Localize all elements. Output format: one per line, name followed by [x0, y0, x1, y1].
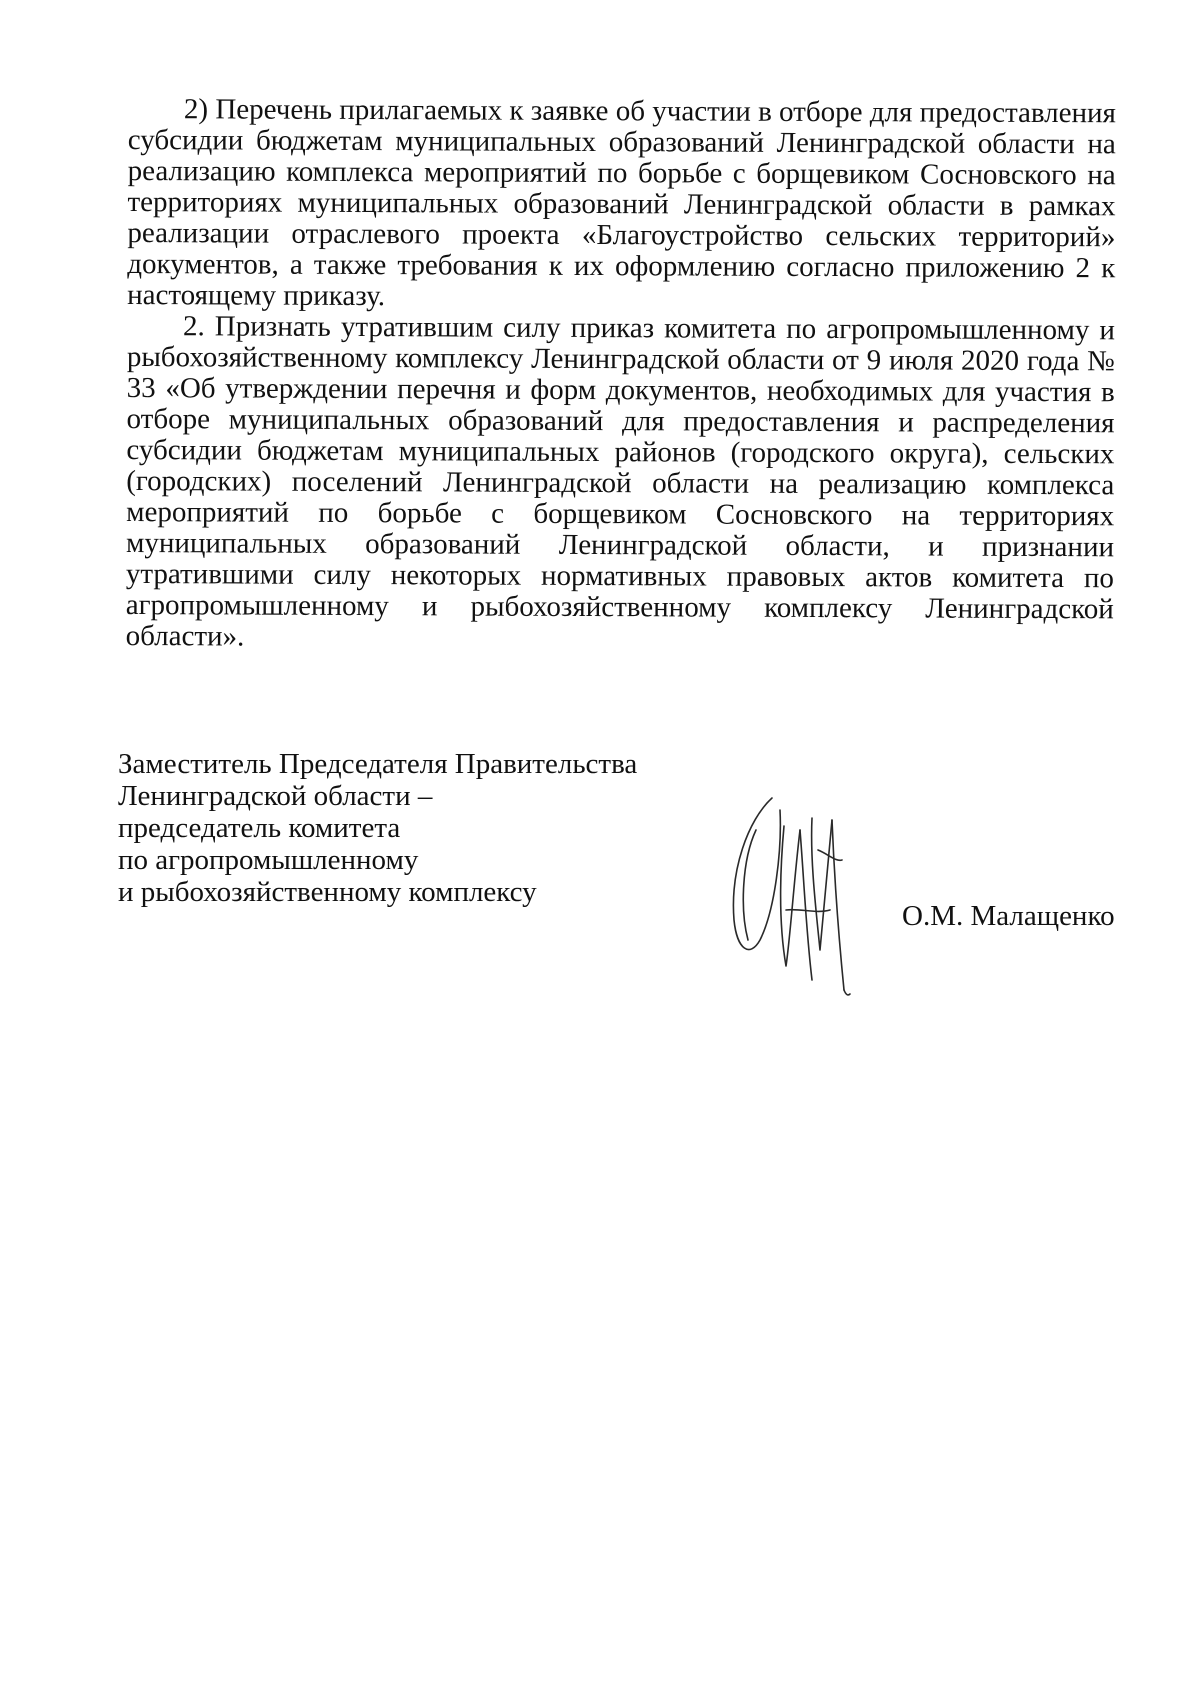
- signer-title-line: Ленинградской области –: [118, 780, 433, 812]
- signer-title-line: Заместитель Председателя Правительства: [118, 748, 638, 780]
- signer-title-line: по агропромышленному: [118, 844, 419, 876]
- signer-name: О.М. Малащенко: [902, 900, 1115, 932]
- signer-title-line: и рыбохозяйственному комплексу: [118, 876, 537, 908]
- paragraph-item-2-list: 2) Перечень прилагаемых к заявке об участии в отборе для предоставления субсидии бюджетам муниципальных образований Ленинградской области на реализацию комплекса мероприятий по борьбе с борщевиком Сосновского на территориях муниципальных образований Ленинградской области в рамках реализации отраслевого проекта «Благоустройство сельских территорий» документов, а также требования к их оформлению согласно приложению 2 к настоящему приказу.: [127, 93, 1116, 313]
- document-body: [126, 94, 1116, 656]
- signer-title-block: [118, 748, 678, 908]
- paragraph-repeal-order: 2. Признать утратившим силу приказ комитета по агропромышленному и рыбохозяйственному комплексу Ленинградской области от 9 июля 2020 года № 33 «Об утверждении перечня и форм документов, необходимых для участия в отборе муниципальных образований для предоставления и распределения субсидии бюджетам муниципальных районов (городского округа), сельских (городских) поселений Ленинградской области на реализацию комплекса мероприятий по борьбе с борщевиком Сосновского на территориях муниципальных образований Ленинградской области, и признании утратившими силу некоторых нормативных правовых актов комитета по агропромышленному и рыбохозяйственному комплексу Ленинградской области».: [125, 310, 1116, 653]
- signer-title-line: председатель комитета: [118, 812, 401, 844]
- handwritten-signature: [720, 790, 880, 1000]
